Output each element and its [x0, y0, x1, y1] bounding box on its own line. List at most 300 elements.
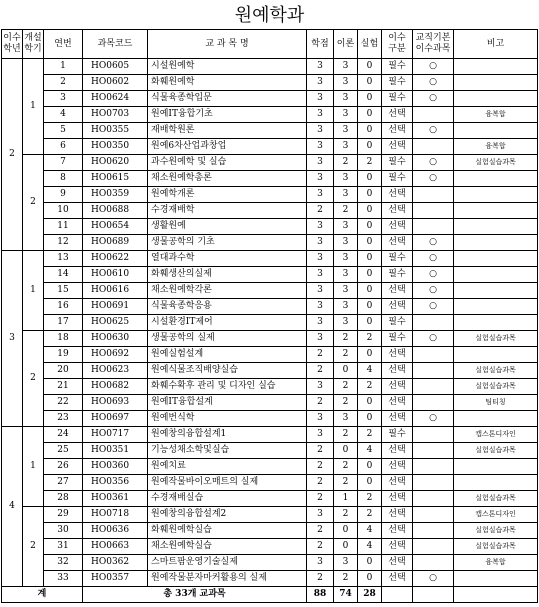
practice-cell: 0 — [358, 75, 382, 91]
note-cell — [454, 411, 538, 427]
name-cell: 원예치료 — [148, 459, 307, 475]
basic-cell: ○ — [413, 171, 454, 187]
note-cell — [454, 75, 538, 91]
basic-cell: ○ — [413, 59, 454, 75]
theory-cell: 2 — [334, 395, 358, 411]
note-cell — [454, 235, 538, 251]
theory-cell: 2 — [334, 459, 358, 475]
basic-cell: ○ — [413, 251, 454, 267]
name-cell: 과수원예학 및 실습 — [148, 155, 307, 171]
type-cell: 선택 — [382, 523, 413, 539]
basic-cell — [413, 459, 454, 475]
table-row — [2, 363, 538, 379]
header-credit: 학점 — [307, 30, 334, 59]
note-cell: 실험실습과목 — [454, 523, 538, 539]
type-cell: 선택 — [382, 235, 413, 251]
no-cell: 5 — [44, 123, 83, 139]
header-note: 비고 — [454, 30, 538, 59]
name-cell: 재배학원론 — [148, 123, 307, 139]
basic-cell — [413, 539, 454, 555]
credit-cell: 3 — [307, 155, 334, 171]
no-cell: 11 — [44, 219, 83, 235]
practice-cell: 0 — [358, 203, 382, 219]
page-title: 원예학과 — [234, 5, 305, 26]
credit-cell: 3 — [307, 187, 334, 203]
table-row — [2, 187, 538, 203]
credit-cell: 3 — [307, 251, 334, 267]
theory-cell: 3 — [334, 91, 358, 107]
basic-cell — [413, 555, 454, 571]
credit-cell: 2 — [307, 459, 334, 475]
header-name: 교 과 목 명 — [148, 30, 307, 59]
theory-cell: 3 — [334, 123, 358, 139]
name-cell: 원예작물분자마커활용의 실제 — [148, 571, 307, 587]
table-row — [2, 459, 538, 475]
type-cell: 필수 — [382, 171, 413, 187]
basic-cell: ○ — [413, 411, 454, 427]
note-cell — [454, 571, 538, 587]
name-cell: 원예식물조직배양실습 — [148, 363, 307, 379]
table-row — [2, 347, 538, 363]
name-cell: 시설원예학 — [148, 59, 307, 75]
code-cell: HO0697 — [83, 411, 148, 427]
basic-cell — [413, 507, 454, 523]
no-cell: 8 — [44, 171, 83, 187]
type-cell: 선택 — [382, 203, 413, 219]
code-cell: HO0691 — [83, 299, 148, 315]
practice-cell: 4 — [358, 363, 382, 379]
code-cell: HO0610 — [83, 267, 148, 283]
note-cell — [454, 299, 538, 315]
table-row — [2, 235, 538, 251]
code-cell: HO0359 — [83, 187, 148, 203]
basic-cell — [413, 347, 454, 363]
type-cell: 선택 — [382, 219, 413, 235]
basic-cell: ○ — [413, 91, 454, 107]
credit-cell: 3 — [307, 235, 334, 251]
name-cell: 시설환경IT제어 — [148, 315, 307, 331]
practice-cell: 0 — [358, 123, 382, 139]
credit-cell: 3 — [307, 59, 334, 75]
type-cell: 필수 — [382, 91, 413, 107]
code-cell: HO0351 — [83, 443, 148, 459]
note-cell — [454, 475, 538, 491]
note-cell — [454, 283, 538, 299]
table-row — [2, 267, 538, 283]
name-cell: 원예IT융합설계 — [148, 395, 307, 411]
basic-cell — [413, 523, 454, 539]
theory-cell: 3 — [334, 187, 358, 203]
type-cell: 필수 — [382, 59, 413, 75]
note-cell: 실험실습과목 — [454, 331, 538, 347]
table-row — [2, 123, 538, 139]
name-cell: 생물공학의 실제 — [148, 331, 307, 347]
header-code: 과목코드 — [83, 30, 148, 59]
basic-cell — [413, 203, 454, 219]
code-cell: HO0718 — [83, 507, 148, 523]
header-basic: 교직기본 이수과목 — [413, 30, 454, 59]
table-row — [2, 443, 538, 459]
type-cell: 선택 — [382, 539, 413, 555]
basic-cell — [413, 187, 454, 203]
type-cell: 필수 — [382, 267, 413, 283]
theory-cell: 1 — [334, 491, 358, 507]
type-cell: 필수 — [382, 75, 413, 91]
credit-cell: 3 — [307, 139, 334, 155]
basic-cell — [413, 107, 454, 123]
code-cell: HO0688 — [83, 203, 148, 219]
basic-cell: ○ — [413, 235, 454, 251]
semester-cell: 1 — [23, 251, 44, 331]
header-year: 이수 학년 — [2, 30, 23, 59]
practice-cell: 0 — [358, 267, 382, 283]
theory-cell: 3 — [334, 139, 358, 155]
practice-cell: 0 — [358, 283, 382, 299]
table-row — [2, 59, 538, 75]
note-cell — [454, 267, 538, 283]
name-cell: 생활원예 — [148, 219, 307, 235]
theory-cell: 3 — [334, 235, 358, 251]
theory-cell: 0 — [334, 539, 358, 555]
practice-cell: 0 — [358, 459, 382, 475]
no-cell: 4 — [44, 107, 83, 123]
type-cell: 필수 — [382, 251, 413, 267]
theory-cell: 2 — [334, 379, 358, 395]
no-cell: 32 — [44, 555, 83, 571]
no-cell: 21 — [44, 379, 83, 395]
type-cell: 선택 — [382, 363, 413, 379]
table-row — [2, 523, 538, 539]
theory-cell: 2 — [334, 475, 358, 491]
type-cell: 선택 — [382, 475, 413, 491]
name-cell: 식물육종학입문 — [148, 91, 307, 107]
table-row — [2, 411, 538, 427]
note-cell — [454, 315, 538, 331]
credit-cell: 3 — [307, 379, 334, 395]
practice-cell: 0 — [358, 251, 382, 267]
total-label: 계 — [2, 587, 83, 603]
code-cell: HO0689 — [83, 235, 148, 251]
table-row — [2, 155, 538, 171]
credit-cell: 2 — [307, 203, 334, 219]
practice-cell: 0 — [358, 235, 382, 251]
code-cell: HO0362 — [83, 555, 148, 571]
note-cell: 실험실습과목 — [454, 443, 538, 459]
name-cell: 스마트팜운영기술실제 — [148, 555, 307, 571]
note-cell: 실험실습과목 — [454, 155, 538, 171]
no-cell: 17 — [44, 315, 83, 331]
note-cell: 캡스톤디자인 — [454, 507, 538, 523]
credit-cell: 2 — [307, 539, 334, 555]
name-cell: 원예6차산업과창업 — [148, 139, 307, 155]
year-cell: 3 — [2, 251, 23, 427]
note-cell: 융복합 — [454, 107, 538, 123]
code-cell: HO0616 — [83, 283, 148, 299]
no-cell: 10 — [44, 203, 83, 219]
table-row — [2, 507, 538, 523]
code-cell: HO0615 — [83, 171, 148, 187]
note-cell — [454, 187, 538, 203]
no-cell: 22 — [44, 395, 83, 411]
basic-cell: ○ — [413, 571, 454, 587]
practice-cell: 0 — [358, 315, 382, 331]
code-cell: HO0692 — [83, 347, 148, 363]
header-theory: 이론 — [334, 30, 358, 59]
practice-cell: 4 — [358, 443, 382, 459]
name-cell: 기능성채소학및실습 — [148, 443, 307, 459]
basic-cell — [413, 491, 454, 507]
no-cell: 20 — [44, 363, 83, 379]
note-cell: 융복합 — [454, 555, 538, 571]
credit-cell: 2 — [307, 475, 334, 491]
table-row — [2, 395, 538, 411]
credit-cell: 2 — [307, 523, 334, 539]
credit-cell: 3 — [307, 171, 334, 187]
table-row — [2, 251, 538, 267]
type-cell: 필수 — [382, 155, 413, 171]
basic-cell — [413, 139, 454, 155]
basic-cell — [413, 395, 454, 411]
header-type: 이수 구분 — [382, 30, 413, 59]
practice-cell: 2 — [358, 491, 382, 507]
type-cell: 선택 — [382, 299, 413, 315]
no-cell: 19 — [44, 347, 83, 363]
type-cell: 선택 — [382, 571, 413, 587]
no-cell: 28 — [44, 491, 83, 507]
theory-cell: 2 — [334, 507, 358, 523]
practice-cell: 2 — [358, 331, 382, 347]
no-cell: 18 — [44, 331, 83, 347]
name-cell: 수경재배학 — [148, 203, 307, 219]
no-cell: 25 — [44, 443, 83, 459]
practice-cell: 0 — [358, 411, 382, 427]
practice-cell: 0 — [358, 395, 382, 411]
type-cell: 선택 — [382, 395, 413, 411]
basic-cell: ○ — [413, 123, 454, 139]
table-row — [2, 219, 538, 235]
year-cell: 4 — [2, 427, 23, 587]
code-cell: HO0636 — [83, 523, 148, 539]
theory-cell: 3 — [334, 59, 358, 75]
semester-cell: 1 — [23, 427, 44, 507]
note-cell — [454, 171, 538, 187]
type-cell: 선택 — [382, 459, 413, 475]
credit-cell: 3 — [307, 331, 334, 347]
name-cell: 화훼생산의실제 — [148, 267, 307, 283]
basic-cell — [413, 443, 454, 459]
no-cell: 7 — [44, 155, 83, 171]
practice-cell: 0 — [358, 219, 382, 235]
credit-cell: 3 — [307, 91, 334, 107]
total-summary: 총 33개 교과목 — [83, 587, 307, 603]
no-cell: 2 — [44, 75, 83, 91]
name-cell: 화훼원예학 — [148, 75, 307, 91]
basic-cell — [413, 475, 454, 491]
type-cell: 선택 — [382, 187, 413, 203]
theory-cell: 2 — [334, 331, 358, 347]
code-cell: HO0356 — [83, 475, 148, 491]
code-cell: HO0360 — [83, 459, 148, 475]
type-cell: 선택 — [382, 491, 413, 507]
theory-cell: 2 — [334, 155, 358, 171]
total-theory: 74 — [334, 587, 358, 603]
basic-cell: ○ — [413, 299, 454, 315]
credit-cell: 3 — [307, 75, 334, 91]
type-cell: 필수 — [382, 427, 413, 443]
name-cell: 채소원예학각론 — [148, 283, 307, 299]
no-cell: 6 — [44, 139, 83, 155]
table-row — [2, 571, 538, 587]
name-cell: 원예창의융합설계2 — [148, 507, 307, 523]
practice-cell: 2 — [358, 379, 382, 395]
total-practice: 28 — [358, 587, 382, 603]
credit-cell: 3 — [307, 315, 334, 331]
credit-cell: 3 — [307, 283, 334, 299]
code-cell: HO0623 — [83, 363, 148, 379]
no-cell: 15 — [44, 283, 83, 299]
practice-cell: 0 — [358, 347, 382, 363]
table-row — [2, 299, 538, 315]
practice-cell: 0 — [358, 91, 382, 107]
no-cell: 30 — [44, 523, 83, 539]
code-cell: HO0693 — [83, 395, 148, 411]
name-cell: 원예번식학 — [148, 411, 307, 427]
theory-cell: 3 — [334, 251, 358, 267]
code-cell: HO0703 — [83, 107, 148, 123]
theory-cell: 2 — [334, 203, 358, 219]
code-cell: HO0622 — [83, 251, 148, 267]
year-cell: 2 — [2, 59, 23, 251]
curriculum-table — [1, 29, 538, 603]
type-cell: 선택 — [382, 443, 413, 459]
basic-cell: ○ — [413, 267, 454, 283]
credit-cell: 2 — [307, 443, 334, 459]
practice-cell: 4 — [358, 539, 382, 555]
no-cell: 29 — [44, 507, 83, 523]
basic-cell: ○ — [413, 75, 454, 91]
table-row — [2, 315, 538, 331]
name-cell: 원예IT융합기초 — [148, 107, 307, 123]
note-cell: 캡스톤디자인 — [454, 427, 538, 443]
name-cell: 화훼수확후 관리 및 디자인 실습 — [148, 379, 307, 395]
credit-cell: 2 — [307, 571, 334, 587]
table-row — [2, 107, 538, 123]
basic-cell — [413, 427, 454, 443]
name-cell: 채소원예학총론 — [148, 171, 307, 187]
theory-cell: 0 — [334, 443, 358, 459]
code-cell: HO0605 — [83, 59, 148, 75]
credit-cell: 3 — [307, 107, 334, 123]
header-row — [2, 30, 538, 59]
theory-cell: 3 — [334, 411, 358, 427]
practice-cell: 4 — [358, 523, 382, 539]
note-cell — [454, 251, 538, 267]
table-row — [2, 91, 538, 107]
no-cell: 24 — [44, 427, 83, 443]
semester-cell: 2 — [23, 507, 44, 587]
name-cell: 열대과수학 — [148, 251, 307, 267]
table-row — [2, 75, 538, 91]
note-cell — [454, 219, 538, 235]
practice-cell: 0 — [358, 299, 382, 315]
total-credit: 88 — [307, 587, 334, 603]
practice-cell: 0 — [358, 187, 382, 203]
no-cell: 12 — [44, 235, 83, 251]
header-no: 연번 — [44, 30, 83, 59]
credit-cell: 3 — [307, 411, 334, 427]
no-cell: 14 — [44, 267, 83, 283]
table-row — [2, 379, 538, 395]
table-body — [2, 59, 538, 587]
practice-cell: 0 — [358, 139, 382, 155]
code-cell: HO0350 — [83, 139, 148, 155]
code-cell: HO0663 — [83, 539, 148, 555]
code-cell: HO0630 — [83, 331, 148, 347]
theory-cell: 3 — [334, 75, 358, 91]
practice-cell: 2 — [358, 427, 382, 443]
type-cell: 선택 — [382, 411, 413, 427]
credit-cell: 3 — [307, 219, 334, 235]
basic-cell: ○ — [413, 331, 454, 347]
practice-cell: 2 — [358, 155, 382, 171]
type-cell: 선택 — [382, 107, 413, 123]
code-cell: HO0620 — [83, 155, 148, 171]
practice-cell: 0 — [358, 107, 382, 123]
code-cell: HO0625 — [83, 315, 148, 331]
name-cell: 채소원예학실습 — [148, 539, 307, 555]
code-cell: HO0717 — [83, 427, 148, 443]
practice-cell: 2 — [358, 507, 382, 523]
credit-cell: 3 — [307, 427, 334, 443]
type-cell: 선택 — [382, 555, 413, 571]
basic-cell: ○ — [413, 283, 454, 299]
basic-cell — [413, 219, 454, 235]
theory-cell: 3 — [334, 171, 358, 187]
theory-cell: 2 — [334, 571, 358, 587]
semester-cell: 2 — [23, 331, 44, 427]
code-cell: HO0624 — [83, 91, 148, 107]
note-cell — [454, 203, 538, 219]
note-cell — [454, 459, 538, 475]
no-cell: 1 — [44, 59, 83, 75]
code-cell: HO0357 — [83, 571, 148, 587]
name-cell: 생물공학의 기초 — [148, 235, 307, 251]
theory-cell: 3 — [334, 267, 358, 283]
note-cell: 팀티칭 — [454, 395, 538, 411]
name-cell: 수경재배실습 — [148, 491, 307, 507]
table-row — [2, 427, 538, 443]
code-cell: HO0355 — [83, 123, 148, 139]
note-cell: 실험실습과목 — [454, 363, 538, 379]
note-cell — [454, 123, 538, 139]
credit-cell: 2 — [307, 363, 334, 379]
no-cell: 16 — [44, 299, 83, 315]
credit-cell: 3 — [307, 299, 334, 315]
no-cell: 33 — [44, 571, 83, 587]
theory-cell: 3 — [334, 283, 358, 299]
practice-cell: 0 — [358, 475, 382, 491]
theory-cell: 2 — [334, 347, 358, 363]
theory-cell: 2 — [334, 427, 358, 443]
total-row — [2, 587, 538, 603]
credit-cell: 2 — [307, 347, 334, 363]
note-cell — [454, 91, 538, 107]
theory-cell: 0 — [334, 363, 358, 379]
no-cell: 26 — [44, 459, 83, 475]
practice-cell: 0 — [358, 571, 382, 587]
semester-cell: 2 — [23, 155, 44, 251]
no-cell: 9 — [44, 187, 83, 203]
